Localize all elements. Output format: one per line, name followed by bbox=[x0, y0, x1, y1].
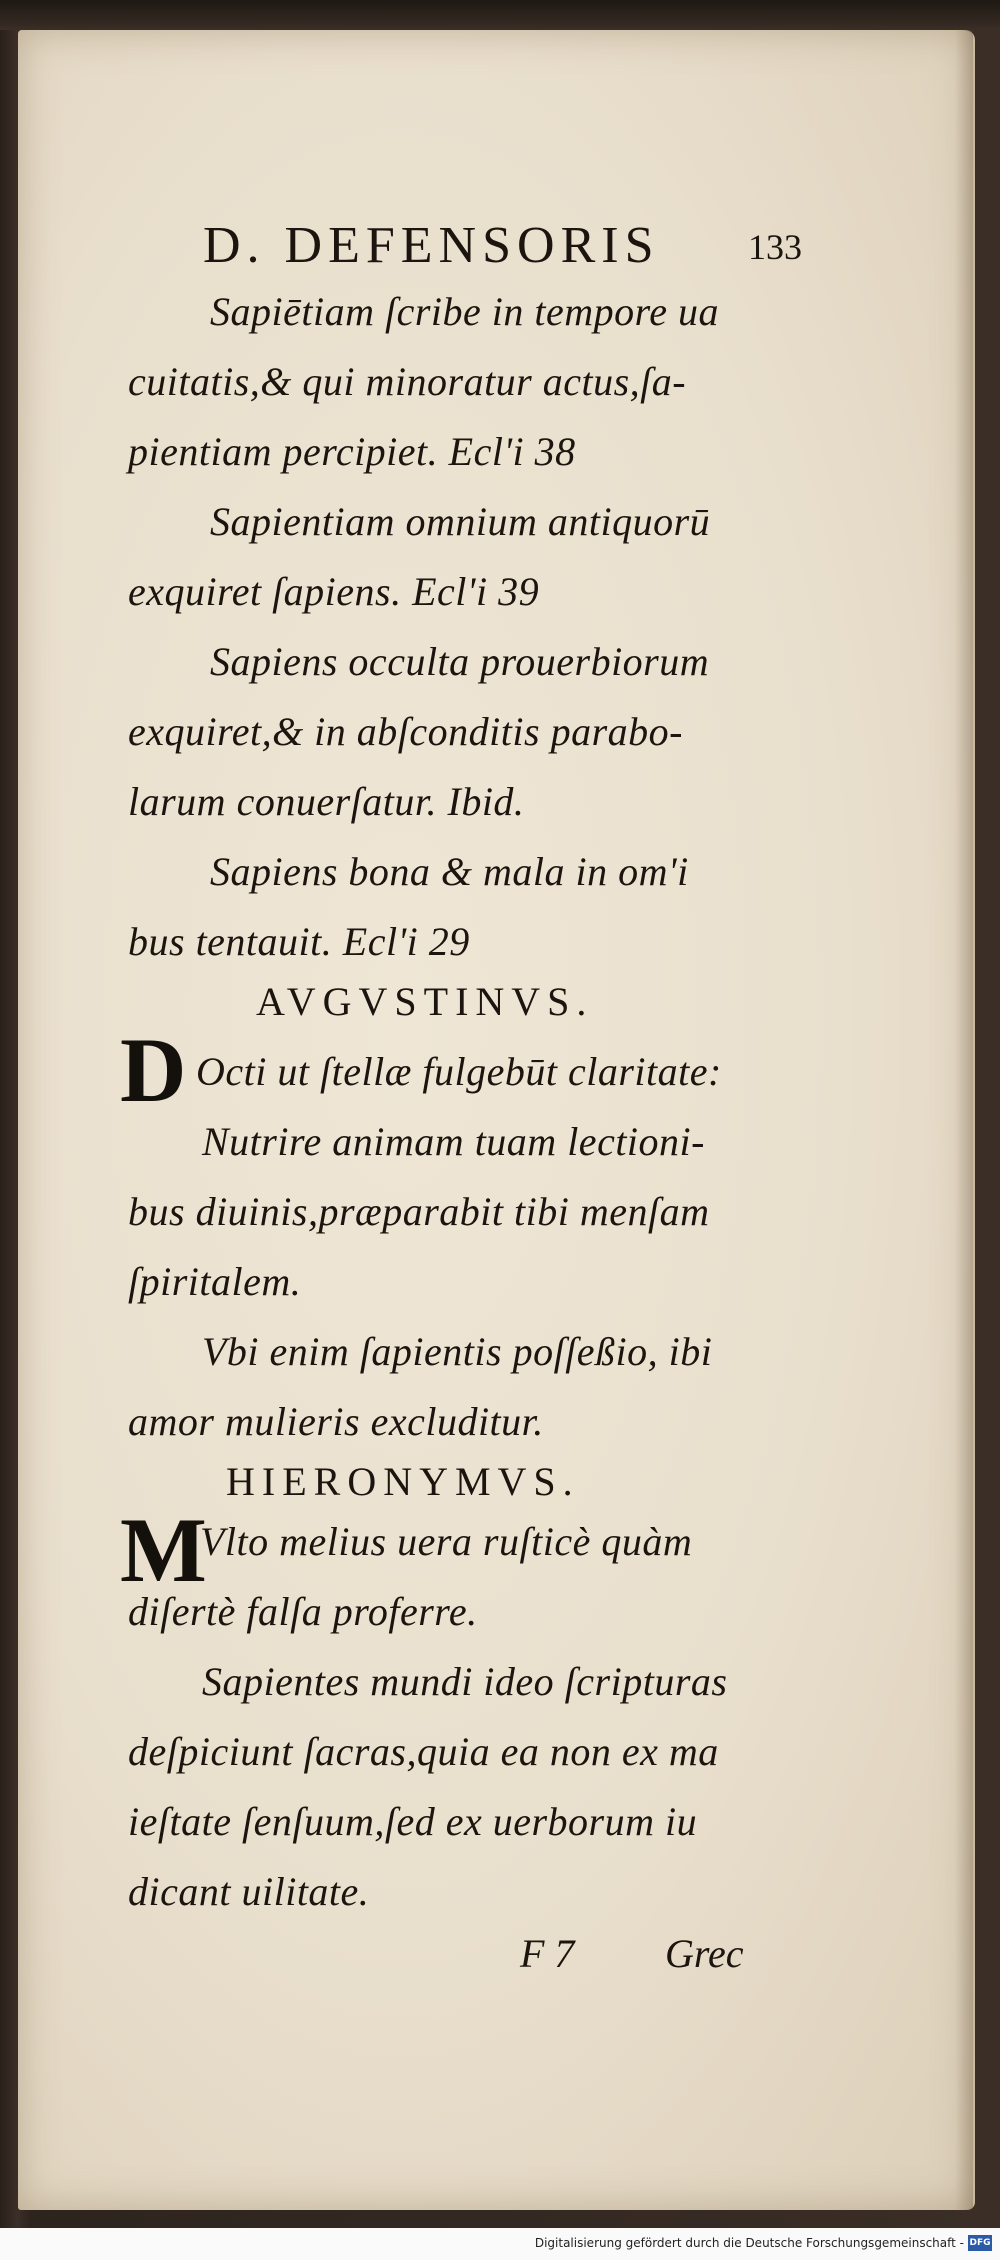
text-line: pientiam percipiet. Ecl'i 38 bbox=[128, 429, 576, 474]
signature-mark: F 7 bbox=[520, 1931, 575, 1976]
text-line: ieſtate ſenſuum,ſed ex uerborum iu bbox=[128, 1799, 698, 1844]
text-line: larum conuerſatur. Ibid. bbox=[128, 779, 525, 824]
drop-cap: D bbox=[120, 1019, 187, 1121]
footer-credit: Digitalisierung gefördert durch die Deutsche Forschungsgemeinschaft - bbox=[534, 2236, 964, 2250]
text-line: Sapiens occulta prouerbiorum bbox=[210, 639, 710, 684]
catchword: Grec bbox=[665, 1931, 744, 1976]
text-line: exquiret ſapiens. Ecl'i 39 bbox=[128, 569, 540, 614]
text-line: Sapiens bona & mala in om'i bbox=[210, 849, 689, 894]
text-line: exquiret,& in abſconditis parabo- bbox=[128, 709, 683, 754]
section-heading-hieronymus: HIERONYMVS. bbox=[226, 1459, 580, 1504]
text-line: Sapientes mundi ideo ſcripturas bbox=[202, 1659, 728, 1704]
text-line: Vbi enim ſapientis poſſeßio, ibi bbox=[202, 1329, 713, 1374]
text-line: ſpiritalem. bbox=[128, 1259, 302, 1304]
book-page bbox=[18, 30, 973, 2210]
text-line: deſpiciunt ſacras,quia ea non ex ma bbox=[128, 1729, 719, 1774]
folio-number: 133 bbox=[748, 227, 802, 267]
scan-top-edge bbox=[0, 0, 1000, 30]
text-line: bus tentauit. Ecl'i 29 bbox=[128, 919, 470, 964]
digitization-footer bbox=[0, 2228, 1000, 2260]
text-line: amor mulieris excluditur. bbox=[128, 1399, 544, 1444]
text-line: Sapientiam omnium antiquorū bbox=[210, 499, 711, 544]
text-line: dicant uilitate. bbox=[128, 1869, 370, 1914]
text-line: bus diuinis,præparabit tibi menſam bbox=[128, 1189, 710, 1234]
text-line: Vlto melius uera ruſticè quàm bbox=[200, 1519, 693, 1564]
drop-cap: M bbox=[120, 1499, 207, 1601]
running-head: D. DEFENSORIS bbox=[203, 217, 660, 274]
text-line: diſertè falſa proferre. bbox=[128, 1589, 478, 1634]
section-heading-augustinus: AVGVSTINVS. bbox=[256, 979, 594, 1024]
text-line: Sapiētiam ſcribe in tempore ua bbox=[210, 289, 719, 334]
page-header bbox=[178, 216, 818, 276]
text-line: cuitatis,& qui minoratur actus,ſa- bbox=[128, 359, 687, 404]
dfg-logo: DFG bbox=[968, 2235, 992, 2251]
text-line: Nutrire animam tuam lectioni- bbox=[202, 1119, 705, 1164]
text-line: Octi ut ſtellæ fulgebūt claritate: bbox=[196, 1049, 722, 1094]
